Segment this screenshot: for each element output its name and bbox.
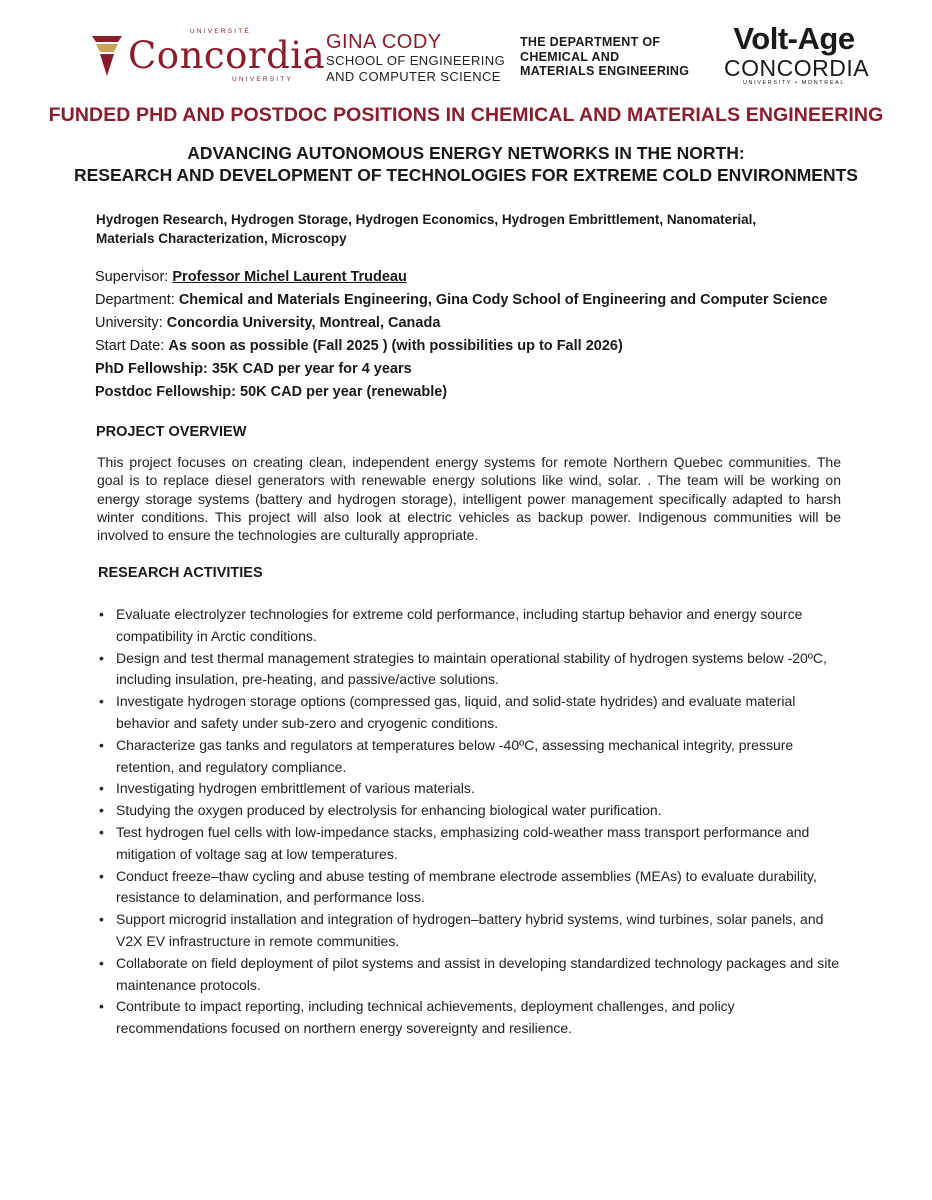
activity-text: Collaborate on field deployment of pilot systems and assist in developing standardized technology packages and site maintenance protocols. bbox=[116, 954, 839, 993]
volt-age-logo bbox=[724, 21, 870, 87]
list-item bbox=[96, 909, 846, 953]
list-item bbox=[96, 778, 846, 800]
university-value: Concordia University, Montreal, Canada bbox=[166, 315, 441, 331]
activity-text: Contribute to impact reporting, including technical achievements, deployment challenges, and policy recommendations focused on northern energy sovereignty and resilience. bbox=[116, 998, 735, 1037]
department-row bbox=[95, 289, 855, 312]
department-label: Department: bbox=[95, 292, 175, 308]
phd-fellowship-row bbox=[95, 358, 855, 381]
phd-fellowship-value: 35K CAD per year for 4 years bbox=[211, 361, 412, 377]
bullet-icon: • bbox=[99, 649, 104, 666]
postdoc-fellowship-row bbox=[95, 381, 855, 404]
department-logo bbox=[520, 35, 710, 79]
keywords-line2: Materials Characterization, Microscopy bbox=[96, 230, 347, 246]
department-line2: CHEMICAL AND bbox=[520, 49, 620, 64]
supervisor-link[interactable]: Professor Michel Laurent Trudeau bbox=[172, 269, 407, 285]
list-item bbox=[96, 648, 846, 692]
bullet-icon: • bbox=[99, 911, 104, 928]
list-item bbox=[96, 866, 846, 910]
activity-text: Conduct freeze–thaw cycling and abuse testing of membrane electrode assemblies (MEAs) to evaluate durability, resistance to delamination, and performance loss. bbox=[116, 867, 817, 906]
bullet-icon: • bbox=[99, 736, 104, 753]
keywords-line1: Hydrogen Research, Hydrogen Storage, Hydrogen Economics, Hydrogen Embrittlement, Nanomaterial, bbox=[96, 212, 757, 227]
bullet-icon: • bbox=[99, 954, 104, 971]
bullet-icon: • bbox=[99, 606, 104, 622]
bullet-icon: • bbox=[99, 802, 104, 819]
phd-fellowship-label: PhD Fellowship: bbox=[95, 361, 208, 377]
activity-text: Investigating hydrogen embrittlement of various materials. bbox=[116, 780, 475, 797]
activity-text: Characterize gas tanks and regulators at temperatures below -40ºC, assessing mechanical integrity, pressure retention, and regulatory compliance. bbox=[116, 736, 794, 775]
activity-text: Investigate hydrogen storage options (compressed gas, liquid, and solid-state hydrides) and evaluate material behavior and safety under sub-zero and cryogenic conditions. bbox=[116, 693, 796, 731]
concordia-wordmark: Concordia bbox=[128, 34, 326, 77]
list-item bbox=[96, 800, 846, 822]
activities-list bbox=[96, 604, 846, 1040]
page-headline: FUNDED PHD AND POSTDOC POSITIONS IN CHEMICAL AND MATERIALS ENGINEERING bbox=[48, 104, 884, 126]
bullet-icon: • bbox=[99, 867, 104, 884]
activity-text: Support microgrid installation and integration of hydrogen–battery hybrid systems, wind turbines, solar panels, and V2X EV infrastructure in remote communities. bbox=[116, 911, 824, 949]
start-date-value: As soon as possible (Fall 2025 ) (with possibilities up to Fall 2026) bbox=[168, 338, 623, 354]
activity-text: Studying the oxygen produced by electrolysis for enhancing biological water purification. bbox=[116, 802, 662, 819]
list-item bbox=[96, 822, 846, 866]
supervisor-label: Supervisor: bbox=[95, 269, 169, 285]
gina-cody-line2: SCHOOL OF ENGINEERING bbox=[326, 53, 506, 68]
project-title-line1: ADVANCING AUTONOMOUS ENERGY NETWORKS IN THE NORTH: bbox=[187, 143, 745, 163]
university-row bbox=[95, 312, 855, 335]
start-date-label: Start Date: bbox=[95, 338, 165, 354]
postdoc-fellowship-label: Postdoc Fellowship: bbox=[95, 384, 236, 400]
activity-text: Design and test thermal management strategies to maintain operational stability of hydrogen systems below -20ºC, including insulation, pre-heating, and passive/active solutions. bbox=[116, 649, 827, 688]
department-line1: THE DEPARTMENT OF bbox=[520, 35, 661, 49]
concordia-top-text: UNIVERSITÉ bbox=[190, 28, 252, 35]
list-item bbox=[96, 735, 846, 779]
activity-text: Evaluate electrolyzer technologies for extreme cold performance, including startup behavior and energy source compatibility in Arctic conditions. bbox=[116, 606, 803, 644]
university-label: University: bbox=[95, 315, 163, 331]
bullet-icon: • bbox=[99, 823, 104, 840]
concordia-logo bbox=[90, 28, 326, 84]
keywords bbox=[96, 211, 846, 248]
list-item bbox=[96, 996, 846, 1040]
bullet-icon: • bbox=[99, 998, 104, 1015]
volt-age-concordia: CONCORDIA bbox=[724, 55, 870, 81]
concordia-emblem-icon bbox=[90, 30, 124, 80]
bullet-icon: • bbox=[99, 780, 104, 797]
bullet-icon: • bbox=[99, 693, 104, 710]
gina-cody-title: GINA CODY bbox=[326, 31, 442, 53]
overview-text: This project focuses on creating clean, independent energy systems for remote Northern Quebec communities. The goal is to replace diesel generators with renewable energy solutions like wind, solar. . The team will be working on energy storage systems (battery and hydrogen storage), intelligent power management specifically adapted to harsh winter conditions. This project will also look at electric vehicles as backup power. Indigenous communities will be involved to ensure the technologies are culturally appropriate. bbox=[97, 454, 841, 544]
activities-heading: RESEARCH ACTIVITIES bbox=[98, 565, 263, 581]
project-title-line2: RESEARCH AND DEVELOPMENT OF TECHNOLOGIES FOR EXTREME COLD ENVIRONMENTS bbox=[74, 165, 858, 185]
list-item bbox=[96, 691, 846, 735]
project-title bbox=[0, 142, 932, 186]
position-info bbox=[95, 266, 855, 404]
activity-text: Test hydrogen fuel cells with low-impedance stacks, emphasizing cold-weather mass transport performance and mitigation of voltage sag at low temperatures. bbox=[116, 823, 810, 862]
department-value: Chemical and Materials Engineering, Gina Cody School of Engineering and Computer Science bbox=[178, 292, 828, 308]
volt-age-tagline: UNIVERSITY • MONTREAL bbox=[742, 80, 846, 86]
postdoc-fellowship-value: 50K CAD per year (renewable) bbox=[240, 384, 448, 400]
list-item bbox=[96, 953, 846, 997]
list-item bbox=[96, 604, 846, 648]
overview-heading: PROJECT OVERVIEW bbox=[96, 424, 247, 440]
supervisor-row bbox=[95, 266, 855, 289]
start-date-row bbox=[95, 335, 855, 358]
gina-cody-logo bbox=[326, 32, 511, 85]
department-line3: MATERIALS ENGINEERING bbox=[520, 64, 690, 78]
volt-age-title: Volt-Age bbox=[733, 21, 855, 56]
gina-cody-line3: AND COMPUTER SCIENCE bbox=[326, 69, 501, 84]
concordia-bottom-text: UNIVERSITY bbox=[232, 76, 294, 83]
